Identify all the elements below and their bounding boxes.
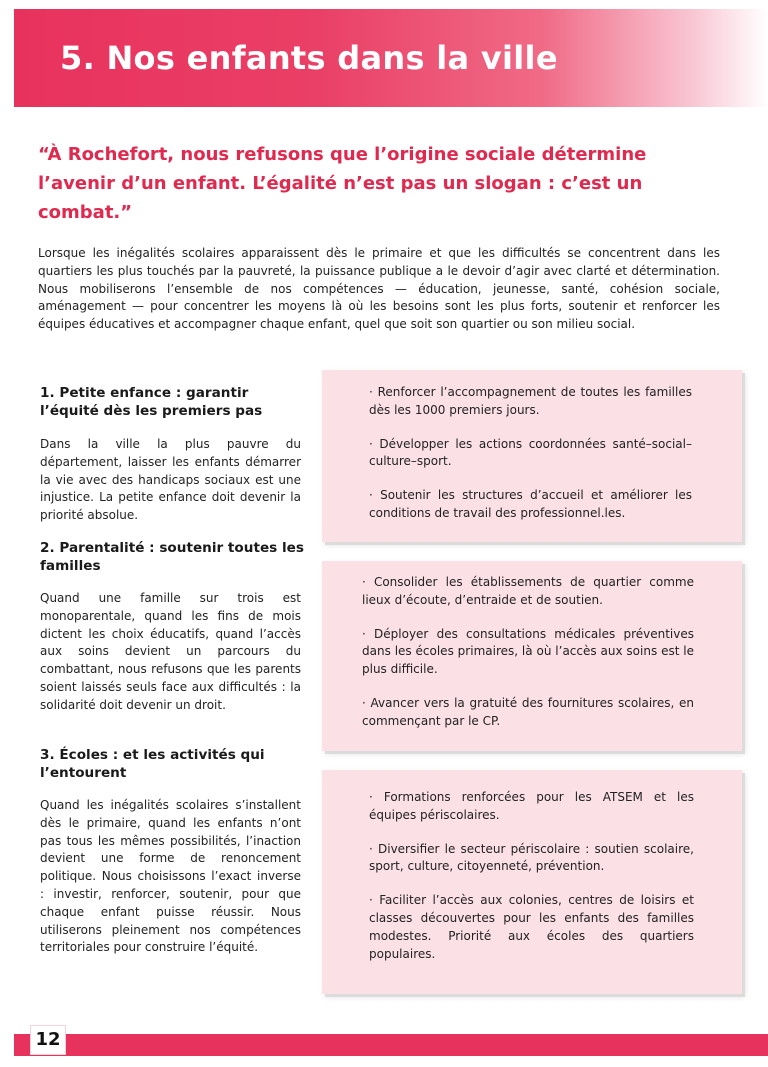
section-3-box [322,770,742,994]
list-item: · Faciliter l’accès aux colonies, centres de loisirs et classes découvertes pour les enfants des familles modestes. Priorité aux écoles des quartiers populaires. [369,893,694,961]
pull-quote: “À Rochefort, nous refusons que l’origine sociale détermine l’avenir d’un enfant. L’égalité n’est pas un slogan : c’est un combat.” [38,144,647,223]
list-item: · Diversifier le secteur périscolaire : soutien scolaire, sport, culture, citoyenneté, prévention. [369,841,694,874]
list-item: · Avancer vers la gratuité des fournitures scolaires, en commençant par le CP. [362,695,694,728]
header-banner [14,9,768,107]
section-2-list [362,574,694,731]
section-1-box [322,370,742,542]
list-item: · Formations renforcées pour les ATSEM et les équipes périscolaires. [369,790,694,822]
section-3-title: 3. Écoles : et les activités qui l’entourent [40,747,265,781]
list-item: · Renforcer l’accompagnement de toutes les familles dès les 1000 premiers jours. [369,385,692,417]
list-item: · Déployer des consultations médicales préventives dans les écoles primaires, là où l’accès aux soins est le plus difficile. [362,626,694,677]
section-1-text: Dans la ville la plus pauvre du département, laisser les enfants démarrer la vie avec des handicaps sociaux est une injustice. La petite enfance doit devenir la priorité absolue. [40,437,301,523]
list-item: · Soutenir les structures d’accueil et améliorer les conditions de travail des professionnel.les. [369,488,692,520]
list-item: · Développer les actions coordonnées santé–social–culture–sport. [369,436,692,469]
section-3-text: Quand les inégalités scolaires s’installent dès le primaire, quand les enfants n’ont pas tous les mêmes possibilités, l’inaction devient une forme de renoncement politique. Nous choisissons l’exact inverse : investir, renforcer, soutenir, pour que chaque enfant puisse réussir. Nous utiliserons pleinement nos compétences territoriales pour construire l’équité. [40,798,301,955]
page-title: 5. Nos enfants dans la ville [60,39,558,77]
section-1-list [369,384,692,523]
section-1-title: 1. Petite enfance : garantir l’équité dès les premiers pas [40,385,263,419]
section-2-text: Quand une famille sur trois est monoparentale, quand les fins de mois dictent les choix éducatifs, quand l’accès aux soins devient un parcours du combattant, nous refusons que les parents soient laissés seuls face aux difficultés : la solidarité doit devenir un droit. [40,591,301,712]
intro-paragraph: Lorsque les inégalités scolaires apparaissent dès le primaire et que les difficultés se concentrent dans les quartiers les plus touchés par la pauvreté, la puissance publique a le devoir d’agir avec clarté et détermination. Nous mobiliserons l’ensemble de nos compétences — éducation, jeunesse, santé, cohésion sociale, aménagement — pour concentrer les moyens là où les besoins sont les plus forts, soutenir et renforcer les équipes éducatives et accompagner chaque enfant, quel que soit son quartier ou son milieu social. [38,246,720,332]
footer-bar [14,1034,768,1056]
page-number: 12 [30,1025,66,1055]
section-2-box [322,561,742,751]
list-item: · Consolider les établissements de quartier comme lieux d’écoute, d’entraide et de soutien. [362,575,694,607]
section-3-list [369,789,694,963]
section-2-title: 2. Parentalité : soutenir toutes les familles [40,540,304,574]
